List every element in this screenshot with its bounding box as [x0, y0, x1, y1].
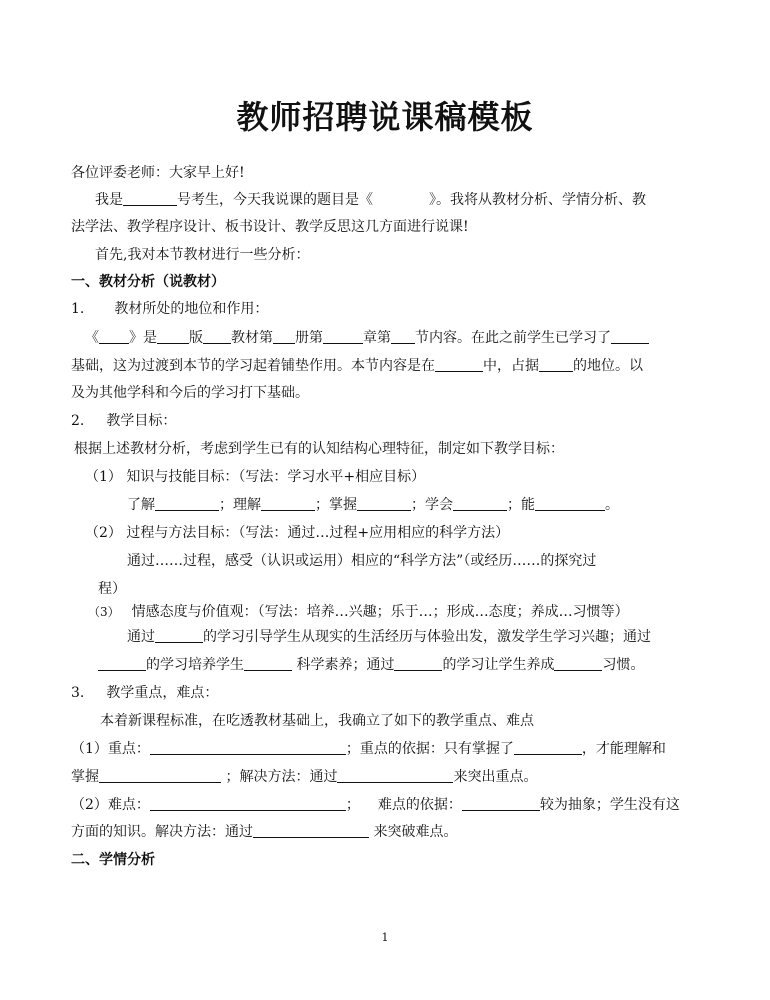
blank	[435, 356, 483, 372]
blank	[323, 328, 363, 344]
goal-intro-line	[74, 439, 564, 459]
position-line-3	[71, 383, 309, 403]
intro-text-a: 我是	[95, 192, 123, 208]
k1-text-c: ，才能理解和	[581, 741, 666, 757]
g1-text-d: ；学会	[411, 497, 453, 513]
blank	[514, 739, 582, 755]
item-2-line	[71, 411, 176, 431]
goal-3-heading	[88, 602, 629, 622]
item-1-number: 1.	[71, 301, 85, 317]
blank	[244, 655, 292, 671]
blank	[453, 495, 507, 511]
k2-text-f: 来突破难点。	[369, 824, 458, 840]
k2-text-c: 难点的依据：	[377, 797, 462, 813]
pos3-text: 及为其他学科和今后的学习打下基础。	[71, 385, 309, 401]
blank	[611, 328, 649, 344]
pos-text-d: 册第	[295, 330, 323, 346]
intro-text-2: 法学法、教学程序设计、板书设计、教学反思这几方面进行说课!	[71, 219, 469, 235]
item-2-number: 2.	[71, 413, 85, 429]
pos-text-a: 》是	[129, 330, 157, 346]
blank	[554, 655, 602, 671]
pos2-text-c: 的地位。以	[573, 358, 643, 374]
document-title: 教师招聘说课稿模板	[236, 98, 534, 136]
blank	[155, 495, 219, 511]
goal-2-body-2: 程）	[98, 581, 126, 597]
blank	[391, 328, 415, 344]
goal-intro-text: 根据上述教材分析，考虑到学生已有的认知结构心理特征，制定如下教学目标：	[74, 441, 564, 457]
k2-text-b: ；	[345, 797, 360, 813]
greeting-text: 各位评委老师：大家早上好!	[71, 165, 245, 181]
intro-text-c: 》。我将从教材分析、学情分析、教	[429, 192, 646, 208]
intro-text-b: 号考生，今天我说课的题目是《	[177, 192, 373, 208]
blank	[337, 767, 453, 783]
k2-text-a: （2）难点：	[71, 797, 150, 813]
blank	[462, 795, 540, 811]
blank	[99, 328, 129, 344]
blank	[155, 627, 203, 643]
g1-text-b: ；理解	[219, 497, 261, 513]
g1-text-e: ；能	[507, 497, 535, 513]
goal-2-body: 通过……过程，感受（认识或运用）相应的“科学方法”（或经历……的探究过	[127, 553, 597, 569]
page-number: 1	[381, 931, 389, 944]
goal-1-heading	[85, 467, 425, 487]
key-intro-line	[100, 711, 534, 731]
greeting-line	[71, 163, 245, 183]
position-line-1	[85, 328, 649, 348]
first-text: 首先,我对本节教材进行一些分析：	[95, 247, 310, 263]
k1-text-a: （1）重点：	[71, 741, 150, 757]
pos-text-b: 版	[189, 330, 203, 346]
k1-text-b: ；重点的依据：只有掌握了	[345, 741, 514, 757]
item-3-number: 3.	[71, 685, 85, 701]
g1-text-c: ；掌握	[315, 497, 357, 513]
difficult-point-line-2	[71, 822, 457, 842]
key-intro-text: 本着新课程标准，在吃透教材基础上，我确立了如下的教学重点、难点	[100, 713, 534, 729]
pos-text-e: 章第	[363, 330, 391, 346]
g1-text-a: 了解	[127, 497, 155, 513]
pos-text-c: 教材第	[231, 330, 273, 346]
goal-2-line	[127, 551, 596, 571]
k1-text-f: 来突出重点。	[453, 769, 538, 785]
k2-text-e: 方面的知识。解决方法：通过	[71, 824, 253, 840]
difficult-point-line	[71, 795, 680, 815]
blank	[99, 767, 221, 783]
blank	[261, 495, 315, 511]
goal-2-heading	[85, 523, 509, 543]
first-line	[95, 245, 309, 265]
k2-text-d: 较为抽象；学生没有这	[539, 797, 680, 813]
blank	[535, 495, 605, 511]
goal-3-line-2	[98, 655, 644, 675]
key-point-line-2	[71, 767, 537, 787]
g3-text-b: 的学习引导学生从现实的生活经历与体验出发，激发学生学习兴趣；通过	[203, 629, 651, 645]
item-2-text: 教学目标：	[106, 413, 177, 429]
goal-2-text: （2） 过程与方法目标：（写法：通过…过程+应用相应的科学方法）	[85, 525, 510, 541]
k1-text-e: ；解决方法：通过	[221, 769, 338, 785]
item-3-line	[71, 683, 218, 703]
key-point-line	[71, 739, 666, 759]
g3-text-d: 科学素养；通过	[292, 657, 395, 673]
goal-1-line	[127, 495, 619, 515]
goal-3-number: （3）	[88, 605, 120, 619]
pos-text-open: 《	[85, 330, 99, 346]
blank	[539, 356, 573, 372]
goal-3-text: 情感态度与价值观：（写法：培养…兴趣；乐于…；形成…态度；养成…习惯等）	[131, 604, 629, 620]
section-1-text: 一、教材分析（说教材）	[71, 274, 225, 290]
blank	[273, 328, 295, 344]
blank	[357, 495, 411, 511]
position-line-2	[71, 356, 643, 376]
goal-1-text: （1） 知识与技能目标：（写法：学习水平+相应目标）	[85, 469, 426, 485]
pos2-text-a: 基础，这为过渡到本节的学习起着铺垫作用。本节内容是在	[71, 358, 435, 374]
section-1-heading	[71, 272, 225, 292]
blank	[203, 328, 231, 344]
blank	[98, 655, 146, 671]
section-2-text: 二、学情分析	[71, 852, 155, 868]
blank	[150, 739, 346, 755]
goal-3-line-1	[127, 627, 651, 647]
g3-text-f: 习惯。	[602, 657, 645, 673]
g3-text-c: 的学习培养学生	[146, 657, 244, 673]
item-1-line	[71, 299, 268, 319]
g1-text-f: 。	[605, 497, 619, 513]
g3-text-e: 的学习让学生养成	[442, 657, 555, 673]
goal-2-line-2	[98, 579, 126, 599]
intro-line-2	[71, 217, 469, 237]
item-1-text: 教材所处的地位和作用：	[114, 301, 269, 317]
blank	[150, 795, 346, 811]
g3-text-a: 通过	[127, 629, 155, 645]
exam-number-blank	[123, 190, 177, 206]
blank	[253, 822, 369, 838]
item-3-text: 教学重点，难点：	[106, 685, 219, 701]
blank	[394, 655, 442, 671]
intro-line	[95, 190, 646, 210]
k1-text-d: 掌握	[71, 769, 99, 785]
blank	[157, 328, 189, 344]
pos-text-f: 节内容。在此之前学生已学习了	[415, 330, 611, 346]
section-2-heading	[71, 850, 155, 870]
pos2-text-b: 中，占据	[483, 358, 539, 374]
